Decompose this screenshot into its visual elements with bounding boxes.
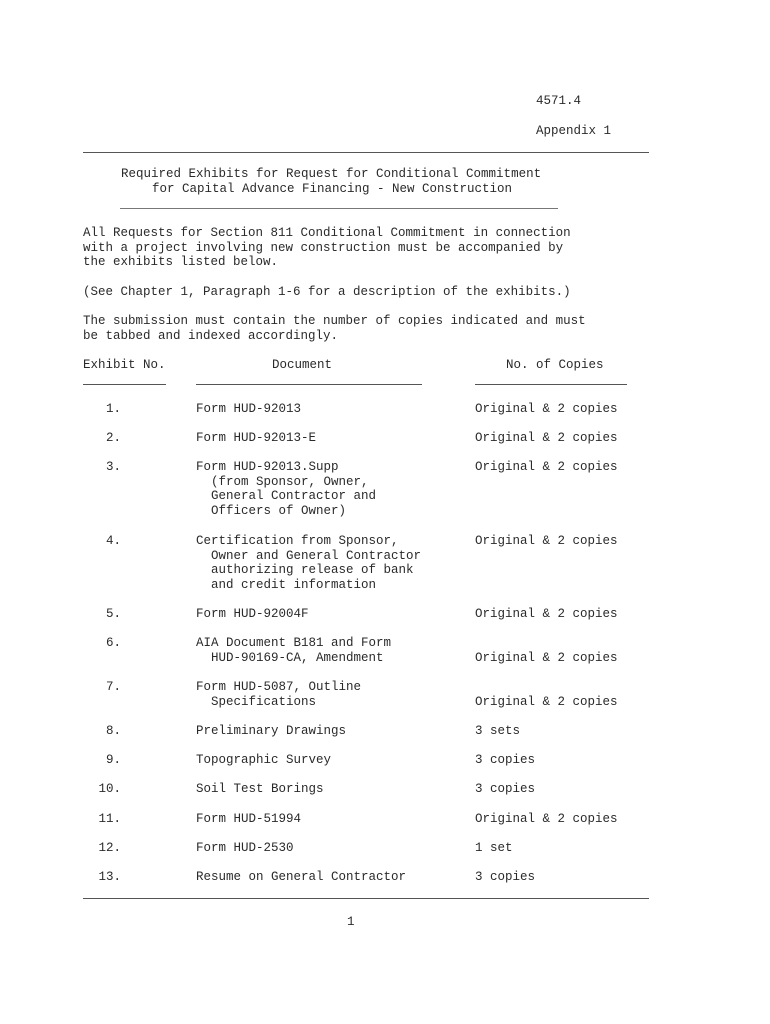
paragraph-submission-line-2: be tabbed and indexed accordingly. <box>83 329 339 343</box>
exhibit-copies: 1 set <box>475 841 513 855</box>
exhibit-document-line: Form HUD-5087, Outline <box>196 680 362 694</box>
paragraph-intro-line-2: with a project involving new construction must be accompanied by <box>83 241 564 255</box>
exhibit-document-line: (from Sponsor, Owner, <box>196 474 369 489</box>
exhibit-number: 11. <box>98 812 121 826</box>
header-document: Document <box>272 358 333 372</box>
exhibit-document-line: Form HUD-51994 <box>196 812 302 826</box>
exhibit-copies: 3 sets <box>475 724 521 738</box>
exhibit-copies: Original & 2 copies <box>475 607 618 621</box>
exhibit-number: 1. <box>105 402 121 416</box>
exhibit-document-line: Form HUD-92013 <box>196 402 302 416</box>
exhibit-copies: Original & 2 copies <box>475 402 618 416</box>
paragraph-intro-line-1: All Requests for Section 811 Conditional Commitment in connection <box>83 226 571 240</box>
exhibit-document-line: Form HUD-92013-E <box>196 431 317 445</box>
exhibit-document-line: Soil Test Borings <box>196 782 324 796</box>
document-number: 4571.4 <box>536 94 582 108</box>
exhibit-number: 3. <box>105 460 121 474</box>
title-line-1: Required Exhibits for Request for Conditional Commitment <box>121 167 542 181</box>
exhibit-copies: 3 copies <box>475 753 536 767</box>
exhibit-number: 12. <box>98 841 121 855</box>
exhibit-document-line: HUD-90169-CA, Amendment <box>196 650 384 665</box>
exhibit-number: 4. <box>105 534 121 548</box>
exhibit-document-line: Form HUD-92013.Supp <box>196 460 339 474</box>
exhibit-number: 8. <box>105 724 121 738</box>
exhibit-number: 7. <box>105 680 121 694</box>
exhibit-copies: 3 copies <box>475 870 536 884</box>
exhibit-document <box>196 870 406 885</box>
paragraph-intro-line-3: the exhibits listed below. <box>83 255 279 269</box>
exhibit-copies: Original & 2 copies <box>475 694 618 709</box>
header-exhibit-underline <box>83 384 166 385</box>
top-divider <box>83 152 649 153</box>
exhibit-document-line: Preliminary Drawings <box>196 724 347 738</box>
paragraph-submission-line-1: The submission must contain the number of copies indicated and must <box>83 314 586 328</box>
exhibit-document <box>196 812 301 827</box>
exhibit-document-line: authorizing release of bank <box>196 563 414 578</box>
exhibit-document-line: Form HUD-92004F <box>196 607 309 621</box>
exhibit-document-line: Officers of Owner) <box>196 503 347 518</box>
exhibit-document <box>196 841 294 856</box>
exhibit-copies: Original & 2 copies <box>475 431 618 445</box>
exhibit-document <box>196 534 421 592</box>
header-copies: No. of Copies <box>506 358 604 372</box>
exhibit-copies: 3 copies <box>475 782 536 796</box>
exhibit-document-line: Form HUD-2530 <box>196 841 294 855</box>
exhibit-document-line: Topographic Survey <box>196 753 332 767</box>
exhibit-document <box>196 607 309 622</box>
exhibit-copies: Original & 2 copies <box>475 812 618 826</box>
exhibit-document-line: AIA Document B181 and Form <box>196 636 392 650</box>
exhibit-document-line: and credit information <box>196 577 377 592</box>
header-exhibit-no: Exhibit No. <box>83 358 166 372</box>
exhibit-document-line: Resume on General Contractor <box>196 870 407 884</box>
page-number: 1 <box>347 915 355 929</box>
exhibit-document <box>196 724 346 739</box>
paragraph-reference: (See Chapter 1, Paragraph 1-6 for a description of the exhibits.) <box>83 285 571 299</box>
exhibit-document-line: Certification from Sponsor, <box>196 534 399 548</box>
bottom-divider <box>83 898 649 899</box>
exhibit-document <box>196 460 376 518</box>
exhibit-document <box>196 782 324 797</box>
exhibit-document-line: Owner and General Contractor <box>196 548 422 563</box>
exhibit-document-line: Specifications <box>196 694 317 709</box>
exhibit-copies: Original & 2 copies <box>475 460 618 474</box>
header-copies-underline <box>475 384 627 385</box>
exhibit-document <box>196 680 361 709</box>
exhibit-number: 5. <box>105 607 121 621</box>
exhibit-number: 10. <box>98 782 121 796</box>
appendix-label: Appendix 1 <box>536 124 612 138</box>
exhibit-document <box>196 753 331 768</box>
title-underline <box>120 208 558 209</box>
exhibit-document <box>196 402 301 417</box>
exhibit-number: 13. <box>98 870 121 884</box>
title-line-2: for Capital Advance Financing - New Construction <box>152 182 513 196</box>
exhibit-document-line: General Contractor and <box>196 489 377 504</box>
header-document-underline <box>196 384 422 385</box>
exhibit-copies: Original & 2 copies <box>475 534 618 548</box>
exhibit-document <box>196 431 316 446</box>
exhibit-document <box>196 636 391 665</box>
exhibit-number: 2. <box>105 431 121 445</box>
exhibit-number: 9. <box>105 753 121 767</box>
exhibit-number: 6. <box>105 636 121 650</box>
exhibit-copies: Original & 2 copies <box>475 650 618 665</box>
